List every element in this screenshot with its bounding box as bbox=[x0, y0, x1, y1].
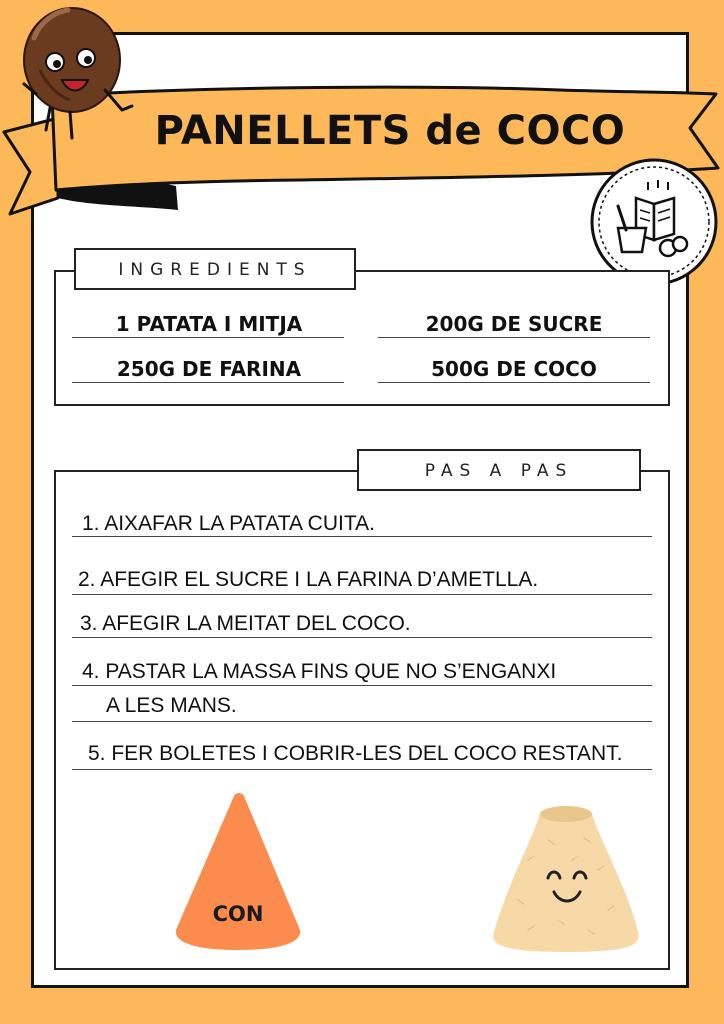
ingredient-item: 250G DE FARINA bbox=[116, 357, 302, 381]
step-underline bbox=[72, 536, 652, 537]
step-item: 1. AIXAFAR LA PATATA CUITA. bbox=[82, 512, 375, 535]
ingredient-item: 200G DE SUCRE bbox=[425, 312, 603, 336]
step-underline bbox=[72, 721, 652, 722]
step-item: 4. PASTAR LA MASSA FINS QUE NO S’ENGANXI bbox=[82, 660, 557, 683]
steps-heading: PAS A PAS bbox=[357, 449, 641, 491]
ingredient-underline bbox=[72, 337, 344, 338]
step-underline bbox=[72, 685, 652, 686]
ingredient-item: 500G DE COCO bbox=[431, 357, 597, 381]
step-item: 3. AFEGIR LA MEITAT DEL COCO. bbox=[80, 612, 411, 635]
step-item: 5. FER BOLETES I COBRIR-LES DEL COCO RESTANT. bbox=[88, 742, 623, 765]
cone-label: CON bbox=[212, 902, 264, 926]
panellet-face-icon bbox=[488, 800, 644, 956]
step-item: 2. AFEGIR EL SUCRE I LA FARINA D’AMETLLA. bbox=[78, 568, 539, 591]
cone-icon bbox=[172, 790, 304, 952]
ingredients-heading: INGREDIENTS bbox=[74, 248, 356, 290]
step-underline bbox=[72, 637, 652, 638]
ingredient-underline bbox=[378, 337, 650, 338]
step-item-continuation: A LES MANS. bbox=[106, 694, 237, 717]
page-title: PANELLETS de COCO bbox=[154, 108, 626, 154]
step-underline bbox=[72, 594, 652, 595]
ingredient-underline bbox=[72, 382, 344, 383]
recipe-book-icon bbox=[588, 156, 720, 288]
ingredients-box bbox=[54, 270, 670, 406]
ingredient-item: 1 PATATA I MITJA bbox=[115, 312, 303, 336]
step-underline bbox=[72, 769, 652, 770]
ingredient-underline bbox=[378, 382, 650, 383]
coconut-mascot-icon bbox=[10, 0, 140, 145]
